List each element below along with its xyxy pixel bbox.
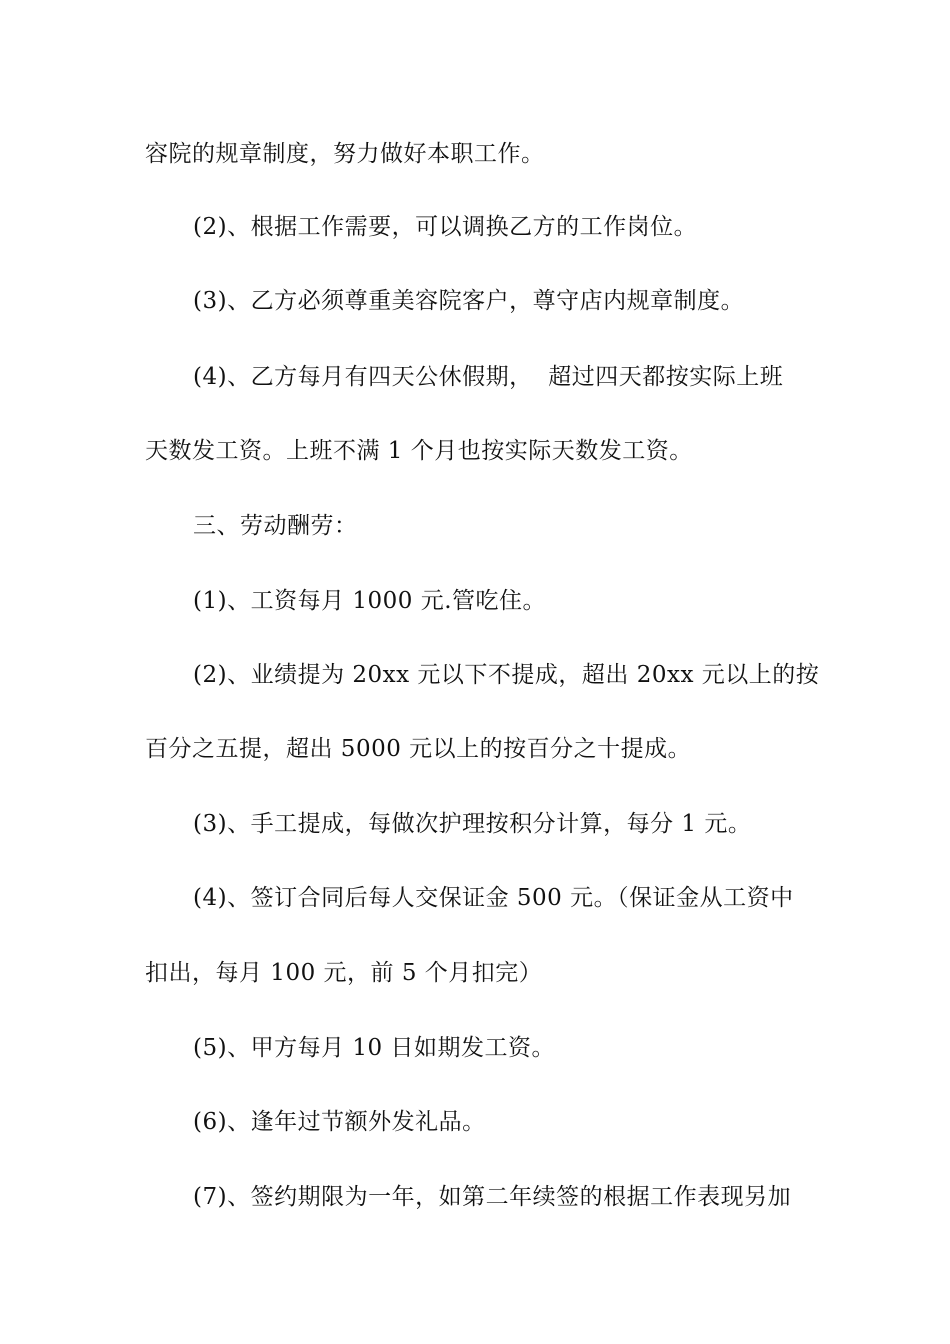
paragraph-line: (6)、逢年过节额外发礼品。 [193, 1109, 486, 1135]
paragraph-line: 扣出，每月 100 元，前 5 个月扣完） [145, 960, 543, 986]
paragraph-line: 天数发工资。上班不满 1 个月也按实际天数发工资。 [145, 438, 693, 464]
paragraph-line: (2)、业绩提为 20xx 元以下不提成，超出 20xx 元以上的按 [193, 662, 820, 688]
paragraph-line: (3)、乙方必须尊重美容院客户，尊守店内规章制度。 [193, 288, 745, 314]
paragraph-line: (1)、工资每月 1000 元.管吃住。 [193, 588, 547, 614]
section-heading: 三、劳动酬劳： [193, 513, 358, 539]
paragraph-line: (5)、甲方每月 10 日如期发工资。 [193, 1035, 555, 1061]
paragraph-line: (4)、乙方每月有四天公休假期， 超过四天都按实际上班 [193, 364, 784, 390]
paragraph-line: (7)、签约期限为一年，如第二年续签的根据工作表现另加 [193, 1184, 792, 1210]
paragraph-line: 百分之五提，超出 5000 元以上的按百分之十提成。 [145, 736, 692, 762]
paragraph-line: 容院的规章制度，努力做好本职工作。 [145, 141, 545, 167]
paragraph-line: (4)、签订合同后每人交保证金 500 元。（保证金从工资中 [193, 885, 794, 911]
paragraph-line: (3)、手工提成，每做次护理按积分计算，每分 1 元。 [193, 811, 752, 837]
paragraph-line: (2)、根据工作需要，可以调换乙方的工作岗位。 [193, 214, 698, 240]
